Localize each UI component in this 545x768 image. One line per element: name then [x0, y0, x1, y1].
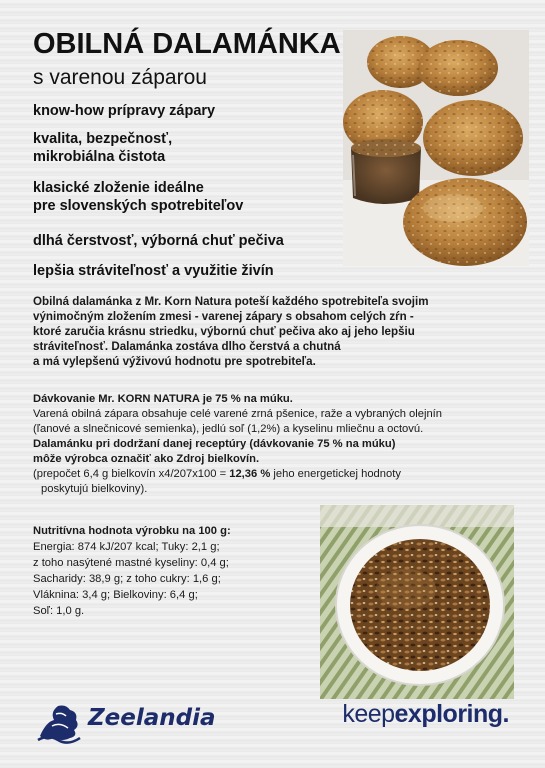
intro-line: a má vylepšenú výživovú hodnotu pre spotrebiteľa.	[33, 355, 316, 368]
benefit-item: know-how prípravy zápary	[33, 103, 216, 119]
slogan	[342, 700, 509, 729]
nutrition-line: Soľ: 1,0 g.	[33, 605, 85, 617]
calc-text: poskytujú bielkoviny).	[41, 483, 148, 495]
benefit-item: lepšia stráviteľnosť a využitie živín	[33, 263, 274, 279]
page-subtitle: s varenou záparou	[33, 66, 207, 89]
benefit-item: kvalita, bezpečnosť, mikrobiálna čistota	[33, 131, 173, 165]
page-title: OBILNÁ DALAMÁNKA	[33, 28, 341, 60]
nutrition-line: Energia: 874 kJ/207 kcal; Tuky: 2,1 g;	[33, 541, 220, 553]
zeelandia-logo	[36, 700, 236, 748]
benefit-item: dlhá čerstvosť, výborná chuť pečiva	[33, 233, 284, 249]
slogan-keep: keep	[342, 700, 395, 728]
dosage-text: Varená obilná zápara obsahuje celé varené zrná pšenice, raže a vybraných olejnín	[33, 408, 443, 420]
intro-paragraph	[33, 294, 513, 369]
slogan-exploring: exploring.	[394, 700, 509, 728]
dosage-calculation	[33, 467, 518, 482]
intro-line: výnimočným zložením zmesi - varenej zápary s obsahom celých zŕn -	[33, 310, 414, 323]
calc-text: (prepočet 6,4 g bielkovín x4/207x100 =	[33, 468, 230, 480]
nutrition-heading: Nutritívna hodnota výrobku na 100 g:	[33, 525, 231, 537]
dosage-heading: Dávkovanie Mr. KORN NATURA je 75 % na múku.	[33, 393, 293, 405]
grain-bowl-photo	[320, 505, 514, 699]
zeelandia-lion-icon	[36, 700, 82, 744]
intro-line: ktoré zaručia krásnu striedku, výbornú chuť pečiva ako aj jeho lepšiu	[33, 325, 415, 338]
calc-percent: 12,36 %	[229, 468, 271, 480]
intro-line: Obilná dalamánka z Mr. Korn Natura poteší každého spotrebiteľa svojim	[33, 295, 429, 308]
dosage-section	[33, 392, 518, 497]
dosage-text: (ľanové a slnečnicové semienka), jedlú soľ (1,2%) a kyselinu mliečnu a octovú.	[33, 423, 424, 435]
calc-text: jeho energetickej hodnoty	[270, 468, 401, 480]
brand-name: Zeelandia	[88, 705, 216, 731]
nutrition-line: Vláknina: 3,4 g; Bielkoviny: 6,4 g;	[33, 589, 198, 601]
bread-photo	[343, 30, 529, 266]
nutrition-line: z toho nasýtené mastné kyseliny: 0,4 g;	[33, 557, 229, 569]
dosage-claim: môže výrobca označiť ako Zdroj bielkovín.	[33, 453, 260, 465]
nutrition-section	[33, 523, 313, 619]
benefit-item: klasické zloženie ideálne pre slovenských spotrebiteľov	[33, 180, 244, 214]
dosage-claim: Dalamánku pri dodržaní danej receptúry (dávkovanie 75 % na múku)	[33, 438, 396, 450]
nutrition-line: Sacharidy: 38,9 g; z toho cukry: 1,6 g;	[33, 573, 221, 585]
intro-line: stráviteľnosť. Dalamánka zostáva dlho čerstvá a chutná	[33, 340, 341, 353]
